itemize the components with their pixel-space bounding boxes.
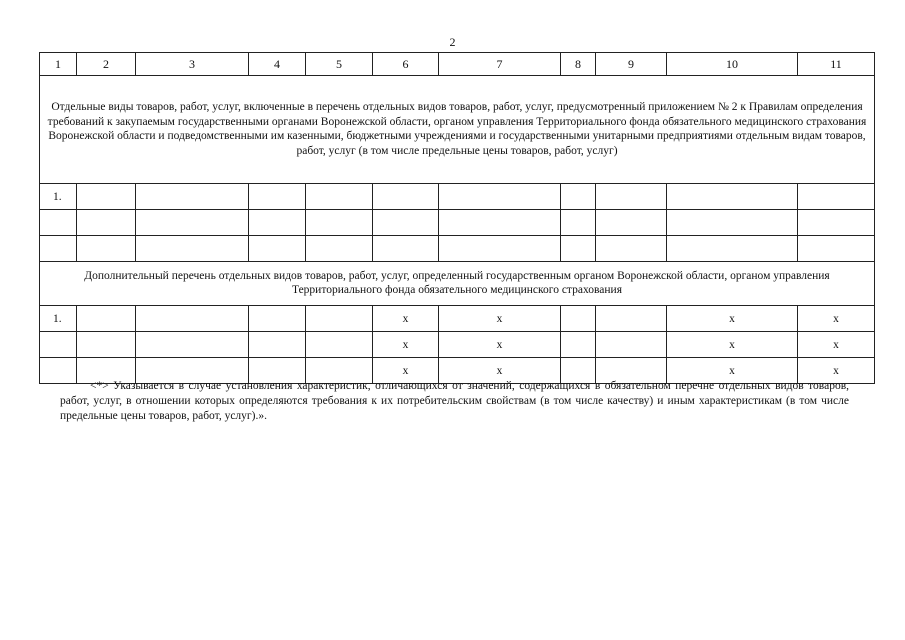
column-header: 1 [40,53,77,76]
table-cell [249,306,306,332]
table-cell [136,306,249,332]
table-cell [667,210,798,236]
table-cell: x [373,332,439,358]
section2-body [40,306,875,384]
section2-title: Дополнительный перечень отдельных видов товаров, работ, услуг, определенный государственным органом Воронежской области, органом управления Территориального фонда обязательного медицинского страхования [40,262,875,306]
table-cell [40,210,77,236]
table-cell [561,306,596,332]
table-cell [249,236,306,262]
table-cell [439,184,561,210]
column-header: 4 [249,53,306,76]
table-cell [40,236,77,262]
column-header: 10 [667,53,798,76]
section1-header-row [40,76,875,184]
table-cell: x [373,306,439,332]
column-number-row [40,53,875,76]
table-cell: 1. [40,184,77,210]
requirements-table [39,52,875,384]
section1-title: Отдельные виды товаров, работ, услуг, включенные в перечень отдельных видов товаров, работ, услуг, предусмотренный приложением № 2 к Правилам определения требований к закупаемым государственными органами Воронежской области, органом управления Территориального фонда обязательного медицинского страхования Воронежской области и подведомственными им казенными, бюджетными учреждениями и государственными унитарными предприятиями отдельным видам товаров, работ, услуг (в том числе предельные цены товаров, работ, услуг) [40,76,875,184]
table-row [40,306,875,332]
table-cell [667,184,798,210]
table-cell: x [439,332,561,358]
table-cell: 1. [40,306,77,332]
table-cell [306,210,373,236]
table-cell [596,332,667,358]
table-cell [306,332,373,358]
table-cell [40,332,77,358]
table-cell [596,210,667,236]
table-cell [561,210,596,236]
table-cell: x [798,332,875,358]
column-header: 2 [77,53,136,76]
footnote: <*> Указывается в случае установления характеристик, отличающихся от значений, содержащихся в обязательном перечне отдельных видов товаров, работ, услуг, в отношении которых определяются требования к их потребительским свойствам (в том числе качеству) и иным характеристикам (в том числе предельные цены товаров, работ, услуг).». [60,380,849,422]
table-cell [306,184,373,210]
table-cell [596,306,667,332]
section1-body [40,184,875,262]
table-row [40,332,875,358]
table-cell [798,236,875,262]
table-cell: x [373,358,439,384]
table-cell [136,236,249,262]
table-cell [373,184,439,210]
table-cell [136,210,249,236]
table-cell: x [439,358,561,384]
column-header: 11 [798,53,875,76]
table-cell [561,236,596,262]
table-cell [798,184,875,210]
table-cell: x [798,306,875,332]
table-cell [77,306,136,332]
table-cell [373,210,439,236]
table-cell [798,210,875,236]
table-cell [561,332,596,358]
table-cell [306,236,373,262]
table-cell [77,236,136,262]
table-cell [77,210,136,236]
table-row [40,184,875,210]
table-cell: x [667,358,798,384]
column-header: 8 [561,53,596,76]
table-cell [249,210,306,236]
page-number: 2 [449,35,456,49]
table-row [40,210,875,236]
table-cell [77,184,136,210]
table-cell [596,236,667,262]
table-cell [249,332,306,358]
table-cell: x [798,358,875,384]
table-cell [596,184,667,210]
column-header: 3 [136,53,249,76]
table-cell [77,332,136,358]
column-header: 9 [596,53,667,76]
table-cell [439,236,561,262]
column-header: 5 [306,53,373,76]
table-cell [136,332,249,358]
table-cell [561,184,596,210]
table-cell: x [667,306,798,332]
table-cell [249,184,306,210]
table-cell: x [439,306,561,332]
column-header: 7 [439,53,561,76]
table-row [40,236,875,262]
column-header: 6 [373,53,439,76]
table-cell [373,236,439,262]
table-cell [667,236,798,262]
table-cell: x [667,332,798,358]
table-cell [136,184,249,210]
table-cell [306,306,373,332]
table-cell [439,210,561,236]
section2-header-row [40,262,875,306]
